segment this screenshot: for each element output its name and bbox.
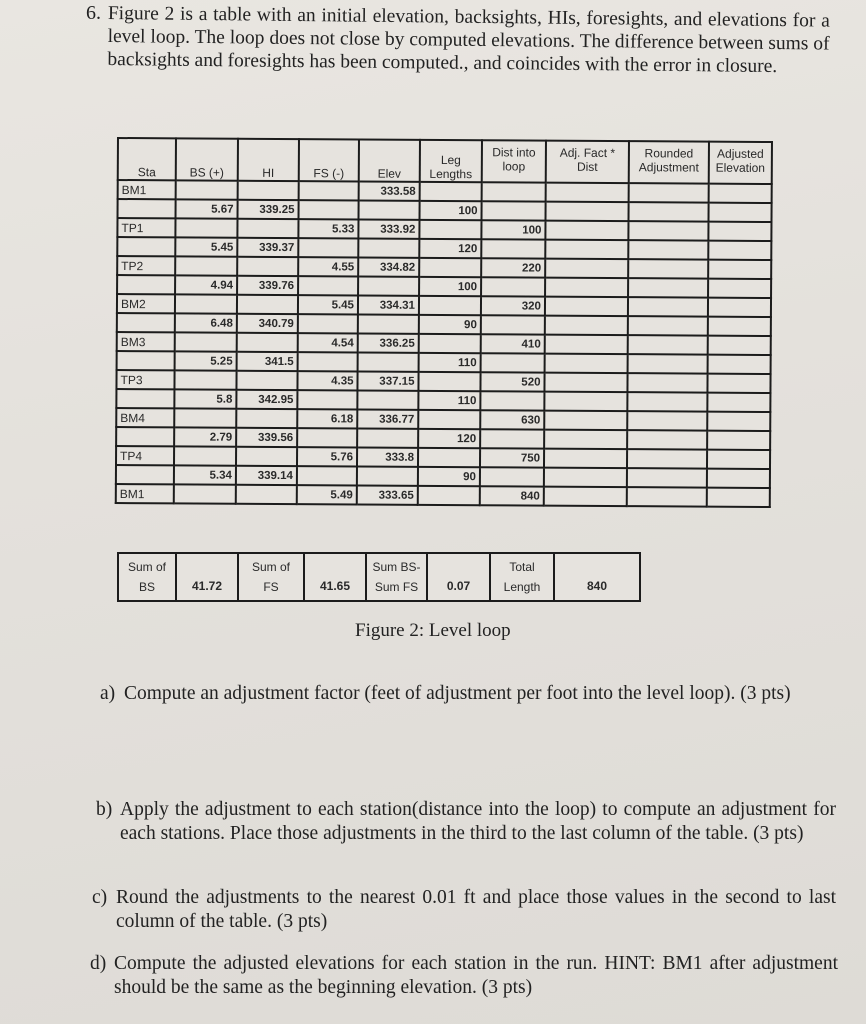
station-cell: BM1	[116, 484, 174, 503]
fs-cell: 5.49	[297, 485, 357, 504]
rounded-adjustment-cell[interactable]	[627, 411, 707, 430]
table-row	[116, 484, 770, 507]
adjusted-elevation-cell[interactable]	[708, 317, 771, 336]
adj-fact-dist-cell[interactable]	[544, 392, 627, 412]
rounded-adjustment-cell[interactable]	[628, 240, 708, 259]
adj-fact-dist-cell[interactable]	[544, 430, 627, 450]
rounded-adjustment-cell[interactable]	[628, 202, 708, 221]
rounded-adjustment-cell[interactable]	[627, 373, 707, 392]
rounded-adjustment-cell[interactable]	[628, 354, 708, 373]
fs-cell: 5.76	[297, 447, 357, 466]
part-d	[90, 952, 838, 1000]
hi-cell	[236, 447, 297, 466]
adj-fact-dist-cell[interactable]	[545, 202, 628, 222]
leg-length-cell: 110	[418, 391, 480, 410]
adjusted-elevation-cell[interactable]	[708, 241, 771, 260]
dist-into-loop-cell: 520	[480, 372, 544, 391]
part-label: a)	[100, 683, 116, 704]
diff-label: Sum BS- Sum FS	[366, 553, 427, 601]
bs-cell	[175, 256, 237, 275]
hi-cell	[237, 295, 298, 314]
bs-cell	[175, 332, 237, 351]
bs-cell: 5.8	[174, 389, 236, 408]
fs-cell: 6.18	[297, 409, 357, 428]
sums-table	[117, 552, 641, 602]
part-label: c)	[92, 887, 108, 908]
hi-cell	[237, 219, 298, 238]
dist-into-loop-cell	[481, 277, 545, 296]
sum-fs-value: 41.65	[304, 553, 366, 601]
fs-cell	[298, 238, 358, 257]
fs-cell	[299, 181, 359, 200]
leg-length-cell	[419, 258, 481, 277]
hi-cell: 339.56	[236, 428, 297, 447]
elev-cell: 333.58	[359, 181, 420, 200]
leg-length-cell	[419, 334, 481, 353]
station-cell: TP4	[116, 446, 174, 465]
fs-cell: 4.54	[298, 333, 358, 352]
adjusted-elevation-cell[interactable]	[708, 222, 771, 241]
dist-into-loop-cell: 220	[481, 258, 545, 277]
hi-cell: 341.5	[237, 352, 298, 371]
elev-cell: 333.8	[357, 447, 418, 466]
elev-cell: 336.77	[357, 409, 418, 428]
elev-cell	[357, 428, 418, 447]
rounded-adjustment-cell[interactable]	[628, 259, 708, 278]
rounded-adjustment-cell[interactable]	[627, 449, 707, 468]
leg-length-cell	[418, 486, 480, 505]
dist-into-loop-cell: 320	[481, 296, 545, 315]
bs-cell: 5.45	[175, 237, 237, 256]
part-b	[96, 798, 836, 846]
fs-cell: 5.45	[298, 295, 358, 314]
leg-length-cell	[418, 410, 480, 429]
leg-length-cell	[418, 448, 480, 467]
leg-length-cell: 120	[419, 239, 481, 258]
dist-into-loop-cell	[480, 429, 544, 448]
dist-into-loop-cell	[481, 239, 545, 258]
sum-bs-value: 41.72	[176, 553, 238, 601]
adjusted-elevation-cell[interactable]	[708, 336, 771, 355]
station-cell	[116, 427, 174, 446]
adjusted-elevation-cell[interactable]	[708, 298, 771, 317]
station-cell	[117, 351, 175, 370]
rounded-adjustment-cell[interactable]	[628, 335, 708, 354]
hi-cell	[236, 485, 297, 504]
bs-cell: 4.94	[175, 275, 237, 294]
leg-length-cell	[419, 296, 481, 315]
station-cell	[117, 237, 175, 256]
adjusted-elevation-cell[interactable]	[707, 450, 770, 469]
adjusted-elevation-cell[interactable]	[707, 488, 770, 507]
station-cell: TP3	[116, 370, 174, 389]
dist-into-loop-cell: 630	[480, 410, 544, 429]
rounded-adjustment-cell[interactable]	[627, 468, 707, 487]
dist-into-loop-cell	[481, 315, 545, 334]
adj-fact-dist-cell[interactable]	[544, 468, 627, 488]
adj-fact-dist-cell[interactable]	[544, 449, 627, 469]
dist-into-loop-cell: 410	[481, 334, 545, 353]
adj-fact-dist-cell[interactable]	[544, 373, 627, 393]
adj-fact-dist-cell[interactable]	[545, 259, 628, 279]
adjusted-elevation-cell[interactable]	[707, 393, 770, 412]
adj-fact-dist-cell[interactable]	[545, 240, 628, 260]
dist-into-loop-cell	[482, 182, 546, 201]
rounded-adjustment-cell[interactable]	[628, 316, 708, 335]
hi-cell: 339.37	[237, 238, 298, 257]
adjusted-elevation-cell[interactable]	[708, 203, 771, 222]
fs-cell: 5.33	[298, 219, 358, 238]
header-elev: Elev	[359, 139, 420, 181]
adjusted-elevation-cell[interactable]	[708, 260, 771, 279]
question-number: 6.	[86, 2, 101, 24]
fs-cell	[298, 314, 358, 333]
station-cell	[116, 389, 174, 408]
header-dist-into-loop: Dist into loop	[482, 140, 546, 182]
fs-cell	[298, 276, 358, 295]
rounded-adjustment-cell[interactable]	[629, 183, 709, 202]
sums-row	[118, 553, 640, 601]
adj-fact-dist-cell[interactable]	[545, 278, 628, 298]
leg-length-cell: 100	[419, 201, 481, 220]
level-loop-table-container	[115, 137, 773, 508]
fs-cell	[299, 200, 359, 219]
rounded-adjustment-cell[interactable]	[627, 430, 707, 449]
leg-length-cell	[420, 182, 482, 201]
adjusted-elevation-cell[interactable]	[709, 184, 772, 203]
bs-cell: 5.25	[175, 351, 237, 370]
fs-cell: 4.55	[298, 257, 358, 276]
elev-cell	[358, 314, 419, 333]
bs-cell	[174, 408, 236, 427]
rounded-adjustment-cell[interactable]	[628, 297, 708, 316]
station-cell	[117, 275, 175, 294]
sum-fs-label: Sum of FS	[238, 553, 304, 601]
station-cell: TP2	[117, 256, 175, 275]
elev-cell	[359, 200, 420, 219]
part-text: Compute an adjustment factor (feet of adjustment per foot into the level loop). (3 pts)	[124, 683, 791, 704]
dist-into-loop-cell	[480, 467, 544, 486]
elev-cell: 334.31	[358, 295, 419, 314]
part-label: d)	[90, 953, 107, 974]
part-text: Round the adjustments to the nearest 0.01 ft and place those values in the second to last column of the table. (3 pts)	[116, 887, 836, 932]
elev-cell	[358, 276, 419, 295]
bs-cell	[174, 446, 236, 465]
leg-length-cell	[418, 372, 480, 391]
adjusted-elevation-cell[interactable]	[707, 431, 770, 450]
adj-fact-dist-cell[interactable]	[545, 297, 628, 317]
header-bs: BS (+)	[176, 138, 238, 180]
header-rounded-adjustment: Rounded Adjustment	[629, 141, 709, 183]
fs-cell	[298, 352, 358, 371]
adj-fact-dist-cell[interactable]	[545, 354, 628, 374]
hi-cell	[237, 333, 298, 352]
adjusted-elevation-cell[interactable]	[708, 355, 771, 374]
header-adjusted-elevation: Adjusted Elevation	[709, 142, 772, 184]
rounded-adjustment-cell[interactable]	[627, 487, 707, 506]
elev-cell: 334.82	[358, 257, 419, 276]
header-adj-fact-dist: Adj. Fact * Dist	[546, 141, 629, 184]
hi-cell: 339.25	[238, 200, 299, 219]
elev-cell	[357, 390, 418, 409]
adj-fact-dist-cell[interactable]	[545, 316, 628, 336]
header-leg-lengths: Leg Lengths	[420, 140, 482, 182]
fs-cell	[297, 466, 357, 485]
adj-fact-dist-cell[interactable]	[544, 411, 627, 431]
adjusted-elevation-cell[interactable]	[707, 374, 770, 393]
leg-length-cell: 90	[419, 315, 481, 334]
elev-cell: 336.25	[358, 333, 419, 352]
station-cell	[116, 465, 174, 484]
figure-caption: Figure 2: Level loop	[355, 620, 511, 641]
rounded-adjustment-cell[interactable]	[628, 221, 708, 240]
hi-cell	[238, 181, 299, 200]
part-c	[92, 886, 836, 934]
total-length-value: 840	[554, 553, 640, 601]
leg-length-cell: 120	[418, 429, 480, 448]
bs-cell	[176, 180, 238, 199]
bs-cell: 6.48	[175, 313, 237, 332]
station-cell: BM4	[116, 408, 174, 427]
fs-cell: 4.35	[297, 371, 357, 390]
adjusted-elevation-cell[interactable]	[708, 279, 771, 298]
hi-cell: 340.79	[237, 314, 298, 333]
table-header-row	[118, 138, 772, 184]
sums-table-container	[117, 552, 641, 602]
dist-into-loop-cell: 840	[480, 486, 544, 505]
bs-cell	[175, 294, 237, 313]
leg-length-cell	[419, 220, 481, 239]
adjusted-elevation-cell[interactable]	[707, 412, 770, 431]
bs-cell	[175, 218, 237, 237]
adj-fact-dist-cell[interactable]	[546, 183, 629, 203]
elev-cell: 333.65	[357, 485, 418, 504]
dist-into-loop-cell: 100	[481, 220, 545, 239]
station-cell: TP1	[117, 218, 175, 237]
total-length-label: Total Length	[490, 553, 554, 601]
bs-cell: 2.79	[174, 427, 236, 446]
hi-cell	[236, 409, 297, 428]
adj-fact-dist-cell[interactable]	[545, 221, 628, 241]
bs-cell: 5.34	[174, 465, 236, 484]
sum-bs-label: Sum of BS	[118, 553, 176, 601]
part-a	[100, 682, 835, 706]
leg-length-cell: 110	[419, 353, 481, 372]
bs-cell	[174, 484, 236, 503]
adj-fact-dist-cell[interactable]	[544, 487, 627, 507]
dist-into-loop-cell: 750	[480, 448, 544, 467]
elev-cell: 337.15	[357, 371, 418, 390]
dist-into-loop-cell	[480, 391, 544, 410]
adjusted-elevation-cell[interactable]	[707, 469, 770, 488]
adj-fact-dist-cell[interactable]	[545, 335, 628, 355]
fs-cell	[297, 390, 357, 409]
part-label: b)	[96, 799, 113, 820]
header-fs: FS (-)	[299, 139, 359, 181]
header-hi: HI	[238, 139, 299, 181]
elev-cell	[358, 238, 419, 257]
hi-cell: 342.95	[236, 390, 297, 409]
leg-length-cell: 100	[419, 277, 481, 296]
station-cell: BM1	[118, 180, 176, 199]
part-text: Apply the adjustment to each station(distance into the loop) to compute an adjustment for each stations. Place those adjustments in the third to the last column of the table. (3 pts)	[120, 799, 836, 844]
fs-cell	[297, 428, 357, 447]
rounded-adjustment-cell[interactable]	[627, 392, 707, 411]
elev-cell: 333.92	[358, 219, 419, 238]
level-loop-table	[115, 137, 773, 508]
hi-cell: 339.76	[237, 276, 298, 295]
dist-into-loop-cell	[481, 201, 545, 220]
leg-length-cell: 90	[418, 467, 480, 486]
dist-into-loop-cell	[481, 353, 545, 372]
elev-cell	[358, 352, 419, 371]
hi-cell: 339.14	[236, 466, 297, 485]
elev-cell	[357, 466, 418, 485]
station-cell	[117, 313, 175, 332]
header-sta: Sta	[118, 138, 176, 180]
hi-cell	[236, 371, 297, 390]
station-cell: BM3	[117, 332, 175, 351]
rounded-adjustment-cell[interactable]	[628, 278, 708, 297]
part-text: Compute the adjusted elevations for each station in the run. HINT: BM1 after adjustment should be the same as the beginning elevation. (3 pts)	[114, 953, 838, 998]
station-cell	[118, 199, 176, 218]
diff-value: 0.07	[427, 553, 490, 601]
station-cell: BM2	[117, 294, 175, 313]
question-intro: Figure 2 is a table with an initial elevation, backsights, HIs, foresights, and elevations for a level loop. The loop does not close by computed elevations. The difference between sums of backsights and foresights has been computed., and coincides with the error in closure.	[107, 2, 830, 78]
bs-cell	[174, 370, 236, 389]
hi-cell	[237, 257, 298, 276]
bs-cell: 5.67	[176, 199, 238, 218]
